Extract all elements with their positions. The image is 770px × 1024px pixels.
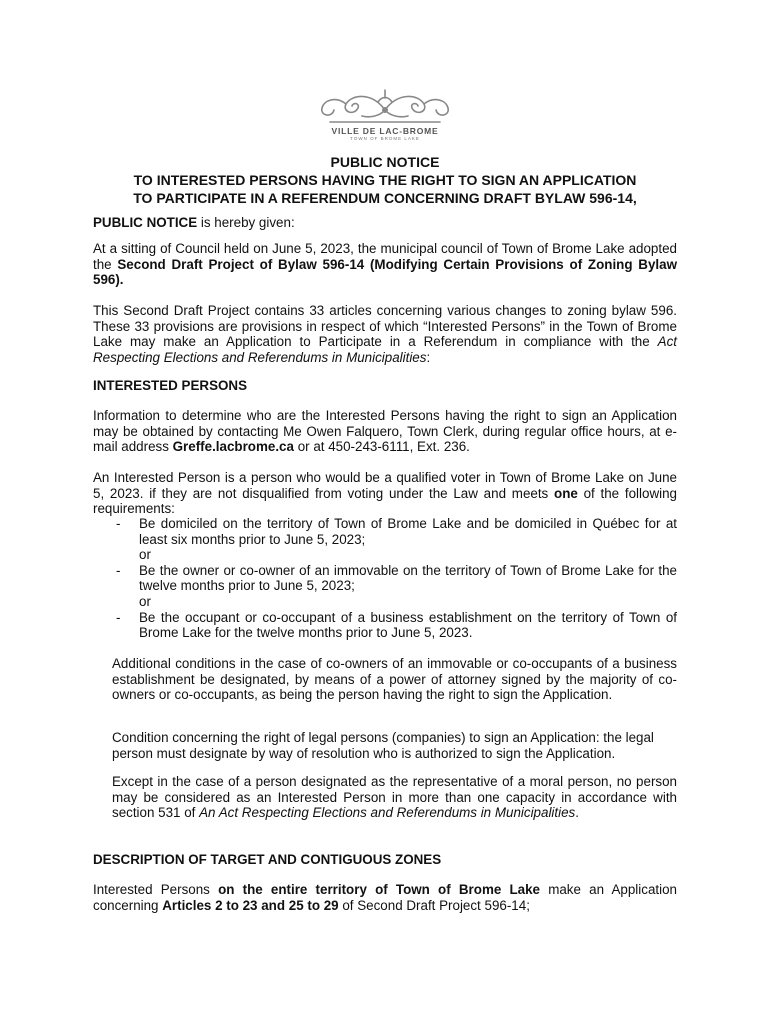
sitting-text: At a sitting of Council held on June 5, 2023, the municipal council of Town of Brome Lake adopted the — [93, 241, 677, 272]
title-line-1: PUBLIC NOTICE — [330, 154, 440, 170]
act-title: Act Respecting Elections and Referendums in Municipalities — [93, 334, 677, 365]
except-act-title: An Act Respecting Elections and Referendums in Municipalities — [199, 805, 576, 821]
title-line-2: TO INTERESTED PERSONS HAVING THE RIGHT TO SIGN AN APPLICATION — [133, 172, 637, 188]
list-item — [93, 516, 677, 547]
intro-text: is hereby given: — [197, 215, 295, 230]
town-subtitle: TOWN OF BROME LAKE — [350, 136, 420, 141]
requirements-list — [93, 516, 677, 641]
title-line-3: TO PARTICIPATE IN A REFERENDUM CONCERNING DRAFT BYLAW 596-14, — [133, 190, 637, 206]
zones-heading-text: DESCRIPTION OF TARGET AND CONTIGUOUS ZONES — [93, 852, 442, 867]
definition-text: An Interested Person is a person who would be a qualified voter in Town of Brome Lake on June 5, 2023. if they are not disqualified from voting under the Law and meets — [93, 470, 677, 501]
zones-text-1: Interested Persons — [93, 882, 219, 897]
intro-bold: PUBLIC NOTICE — [93, 215, 198, 230]
definition-paragraph — [93, 470, 677, 517]
except-end: . — [575, 805, 579, 821]
info-paragraph — [93, 408, 677, 455]
email-address: Greffe.lacbrome.ca — [172, 439, 294, 455]
zones-text-3: of Second Draft Project 596-14; — [338, 897, 530, 913]
additional-text: Additional conditions in the case of co-owners of an immovable or co-occupants of a business establishment be designated, by means of a power of attorney signed by the majority of co-owners or co-occupants, as being the person having the right to sign the Application. — [112, 656, 677, 703]
list-dash: - — [116, 516, 121, 531]
definition-bold: one — [554, 485, 578, 501]
legal-persons-text: Condition concerning the right of legal persons (companies) to sign an Application: the legal person must designate by way of resolution who is authorized to sign the Application. — [112, 730, 654, 761]
interested-heading-text: INTERESTED PERSONS — [93, 378, 248, 393]
zones-paragraph — [93, 882, 677, 913]
draft-paragraph — [93, 303, 677, 365]
except-text: Except in the case of a person designated as the representative of a moral person, no person may be considered as an Interested Person in more than one capacity in accordance with section 531 of — [112, 774, 677, 821]
except-paragraph — [112, 774, 677, 821]
draft-text: This Second Draft Project contains 33 articles concerning various changes to zoning bylaw 596. These 33 provisions are provisions in respect of which “Interested Persons” in the Town of Brome Lake may make an Application to Participate in a Referendum in compliance with the — [93, 303, 677, 350]
info-text: Information to determine who are the Interested Persons having the right to sign an Application may be obtained by contacting Me Owen Falquero, Town Clerk, during regular office hours, at e-mail address — [93, 408, 677, 455]
town-name: VILLE DE LAC-BROME — [331, 126, 439, 136]
intro-paragraph — [93, 215, 677, 231]
or-separator: or — [139, 593, 151, 609]
list-dash: - — [116, 609, 121, 625]
zones-heading — [93, 852, 677, 868]
zones-territory: on the entire territory of Town of Brome Lake — [218, 882, 541, 897]
requirement-text: Be the owner or co-owner of an immovable on the territory of Town of Brome Lake for the twelve months prior to June 5, 2023; — [139, 562, 677, 594]
or-separator: or — [139, 547, 151, 563]
sitting-paragraph — [93, 241, 677, 288]
town-logo — [300, 86, 470, 144]
list-item — [93, 610, 677, 641]
info-end: or at 450-243-6111, Ext. 236. — [293, 439, 470, 455]
list-dash: - — [116, 562, 121, 578]
requirement-text: Be domiciled on the territory of Town of Brome Lake and be domiciled in Québec for at least six months prior to June 5, 2023; — [139, 516, 677, 547]
bylaw-name: Second Draft Project of Bylaw 596-14 (Modifying Certain Provisions of Zoning Bylaw 596). — [93, 256, 677, 288]
zones-text-2: make an Application concerning — [93, 882, 677, 913]
definition-end: of the following requirements: — [93, 485, 677, 517]
interested-heading — [93, 378, 677, 394]
legal-persons-paragraph — [112, 730, 677, 761]
additional-paragraph — [112, 656, 677, 703]
list-item — [93, 563, 677, 594]
notice-title — [60, 153, 710, 207]
zones-articles: Articles 2 to 23 and 25 to 29 — [162, 897, 339, 913]
draft-end: : — [426, 349, 431, 365]
requirement-text: Be the occupant or co-occupant of a business establishment on the territory of Town of Brome Lake for the twelve months prior to June 5, 2023. — [139, 609, 677, 641]
